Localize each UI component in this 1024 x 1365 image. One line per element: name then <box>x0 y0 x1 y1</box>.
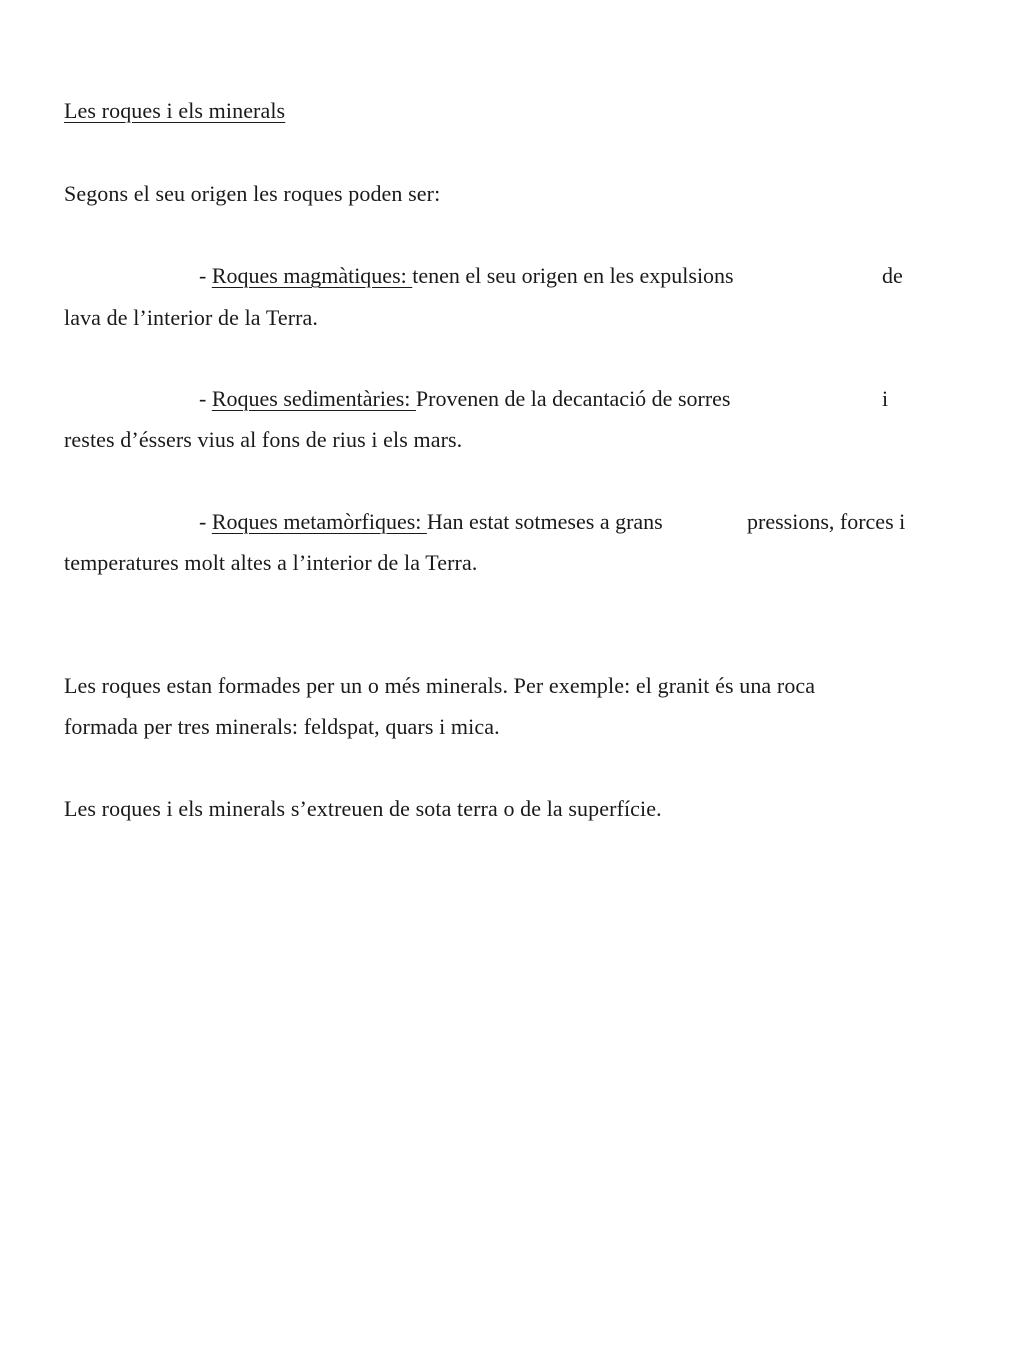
list-item-sedimentary-line2: restes d’éssers vius al fons de rius i els mars. <box>64 427 463 452</box>
document-title: Les roques i els minerals <box>64 98 286 123</box>
list-dash: - <box>199 509 212 534</box>
term-magmatic: Roques magmàtiques: <box>211 263 413 288</box>
list-item-text: Han estat sotmeses a grans <box>426 509 663 534</box>
list-item-line-end: pressions, forces i <box>747 509 906 534</box>
list-item-text: Provenen de la decantació de sorres <box>415 386 731 411</box>
list-item-text: tenen el seu origen en les expulsions <box>412 263 734 288</box>
list-item-magmatic-line2: lava de l’interior de la Terra. <box>64 305 319 330</box>
paragraph-1-line-1: Les roques estan formades per un o més minerals. Per exemple: el granit és una roca <box>64 673 816 698</box>
list-dash: - <box>199 263 212 288</box>
list-item-metamorphic-line1 <box>199 508 663 536</box>
paragraph-2: Les roques i els minerals s’extreuen de sota terra o de la superfície. <box>64 796 662 821</box>
list-item-magmatic-line1 <box>199 262 734 290</box>
list-dash: - <box>199 386 212 411</box>
list-item-sedimentary-line1 <box>199 385 731 413</box>
intro-text: Segons el seu origen les roques poden ser: <box>64 181 441 206</box>
term-sedimentary: Roques sedimentàries: <box>211 386 416 411</box>
paragraph-1-line-2: formada per tres minerals: feldspat, quars i mica. <box>64 714 500 739</box>
term-metamorphic: Roques metamòrfiques: <box>211 509 427 534</box>
list-item-line-end: i <box>882 386 889 411</box>
list-item-line-end: de <box>882 263 903 288</box>
list-item-metamorphic-line2: temperatures molt altes a l’interior de la Terra. <box>64 550 478 575</box>
